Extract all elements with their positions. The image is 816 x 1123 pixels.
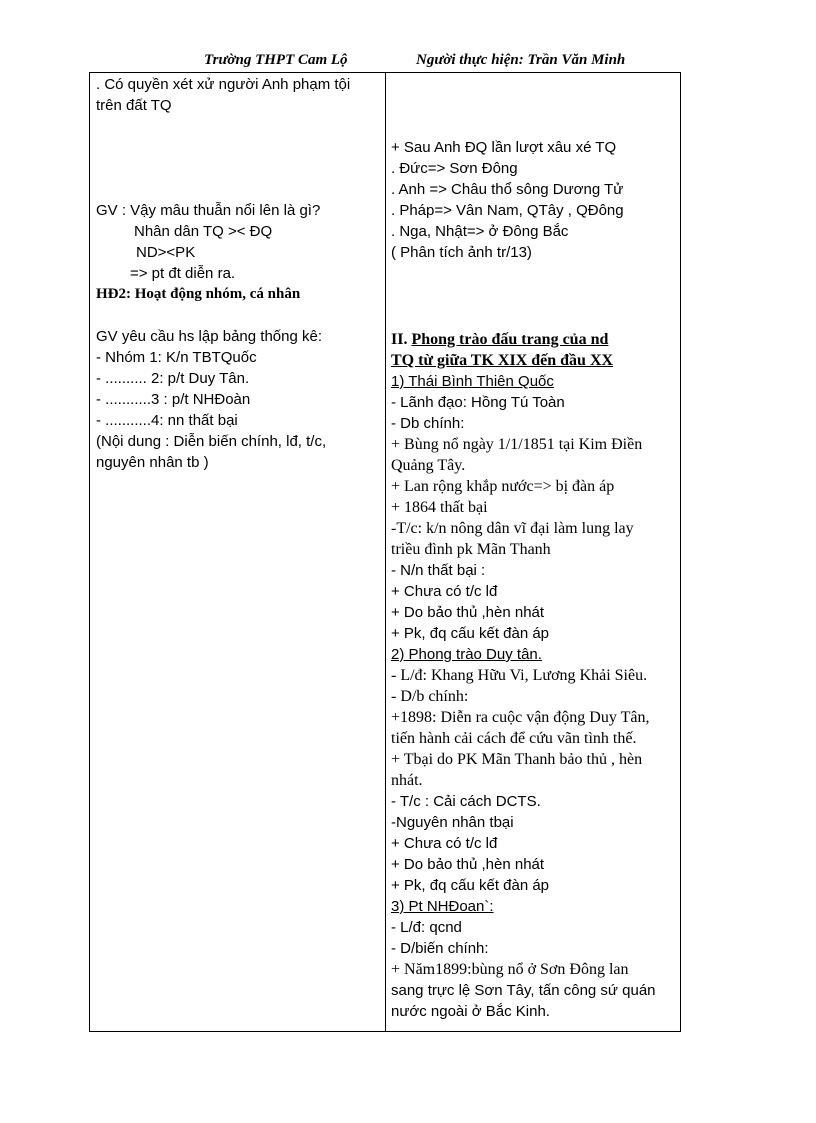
intro-line: trên đất TQ xyxy=(96,97,172,114)
section-title-line: Phong trào đấu trang của nd xyxy=(411,331,609,348)
reform-block xyxy=(391,665,679,896)
content-line: Quảng Tây. xyxy=(391,457,466,474)
content-line: + Do bảo thủ ,hèn nhát xyxy=(391,604,545,621)
boxer-block xyxy=(391,917,679,1022)
lesson-content-column xyxy=(391,73,679,1022)
content-line: nước ngoài ở Bắc Kinh. xyxy=(391,1003,550,1020)
partition-line: . Pháp=> Vân Nam, QTây , QĐông xyxy=(391,202,624,219)
column-divider xyxy=(385,73,386,1031)
partition-line: . Nga, Nhật=> ở Đông Bắc xyxy=(391,223,569,240)
content-line: -Nguyên nhân tbại xyxy=(391,814,514,831)
group-item: - ...........4: nn thất bại xyxy=(96,412,238,429)
partition-line: . Đức=> Sơn Đông xyxy=(391,160,518,177)
content-line: sang trực lệ Sơn Tây, tấn công sứ quán xyxy=(391,982,656,999)
partition-block xyxy=(391,137,679,263)
school-name: Trường THPT Cam Lộ xyxy=(204,52,348,68)
group-item: - .......... 2: p/t Duy Tân. xyxy=(96,370,250,387)
content-line: nhát. xyxy=(391,772,423,789)
section-title xyxy=(391,329,679,371)
content-note: nguyên nhân tb ) xyxy=(96,454,209,471)
content-line: - N/n thất bại : xyxy=(391,562,486,579)
intro-line: . Có quyền xét xử người Anh phạm tội xyxy=(96,76,351,93)
teacher-activity-column xyxy=(96,73,382,473)
content-line: + Pk, đq cấu kết đàn áp xyxy=(391,877,550,894)
content-line: - L/đ: Khang Hữu Vi, Lương Khải Siêu. xyxy=(391,667,648,684)
content-line: +1898: Diễn ra cuộc vận động Duy Tân, xyxy=(391,709,650,726)
answer-line: => pt đt diễn ra. xyxy=(130,265,236,282)
content-line: -T/c: k/n nông dân vĩ đại làm lung lay xyxy=(391,520,634,537)
content-line: - Lãnh đạo: Hồng Tú Toàn xyxy=(391,394,565,411)
taiping-heading: 1) Thái Bình Thiên Quốc xyxy=(391,373,554,390)
content-line: + Chưa có t/c lđ xyxy=(391,583,498,600)
partition-line: + Sau Anh ĐQ lần lượt xâu xé TQ xyxy=(391,139,617,156)
content-note: (Nội dung : Diễn biến chính, lđ, t/c, xyxy=(96,433,327,450)
content-line: + Chưa có t/c lđ xyxy=(391,835,498,852)
content-line: - D/biến chính: xyxy=(391,940,489,957)
taiping-block xyxy=(391,392,679,644)
content-line: + Tbại do PK Mãn Thanh bảo thủ , hèn xyxy=(391,751,643,768)
partition-line: . Anh => Châu thổ sông Dương Tử xyxy=(391,181,624,198)
author-name: Người thực hiện: Trần Văn Minh xyxy=(416,52,626,68)
lesson-table xyxy=(89,72,681,1032)
answer-line: Nhân dân TQ >< ĐQ xyxy=(134,223,273,240)
task-instruction: GV yêu cầu hs lập bảng thống kê: xyxy=(96,328,322,345)
content-line: - T/c : Cải cách DCTS. xyxy=(391,793,541,810)
content-line: tiến hành cải cách để cứu vãn tình thế. xyxy=(391,730,637,747)
content-line: triều đình pk Mãn Thanh xyxy=(391,541,551,558)
content-line: - Db chính: xyxy=(391,415,465,432)
partition-line: ( Phân tích ảnh tr/13) xyxy=(391,244,532,261)
section-number: II. xyxy=(391,331,412,348)
page-header xyxy=(0,52,816,72)
group-item: - ...........3 : p/t NHĐoàn xyxy=(96,391,251,408)
content-line: + Do bảo thủ ,hèn nhát xyxy=(391,856,545,873)
activity-heading: HĐ2: Hoạt động nhóm, cá nhân xyxy=(96,286,301,302)
content-line: + Lan rộng khắp nước=> bị đàn áp xyxy=(391,478,615,495)
content-line: - D/b chính: xyxy=(391,688,469,705)
content-line: + Năm1899:bùng nổ ở Sơn Đông lan xyxy=(391,961,629,978)
reform-heading: 2) Phong trào Duy tân. xyxy=(391,646,542,663)
section-title-line: TQ từ giữa TK XIX đến đầu XX xyxy=(391,352,614,369)
teacher-question: GV : Vậy mâu thuẫn nổi lên là gì? xyxy=(96,202,321,219)
group-item: - Nhóm 1: K/n TBTQuốc xyxy=(96,349,257,366)
boxer-heading: 3) Pt NHĐoan`: xyxy=(391,898,494,915)
content-line: + Bùng nổ ngày 1/1/1851 tại Kim Điền xyxy=(391,436,643,453)
content-line: - L/đ: qcnd xyxy=(391,919,462,936)
content-line: + Pk, đq cấu kết đàn áp xyxy=(391,625,550,642)
answer-line: ND><PK xyxy=(136,244,196,261)
content-line: + 1864 thất bại xyxy=(391,499,488,516)
